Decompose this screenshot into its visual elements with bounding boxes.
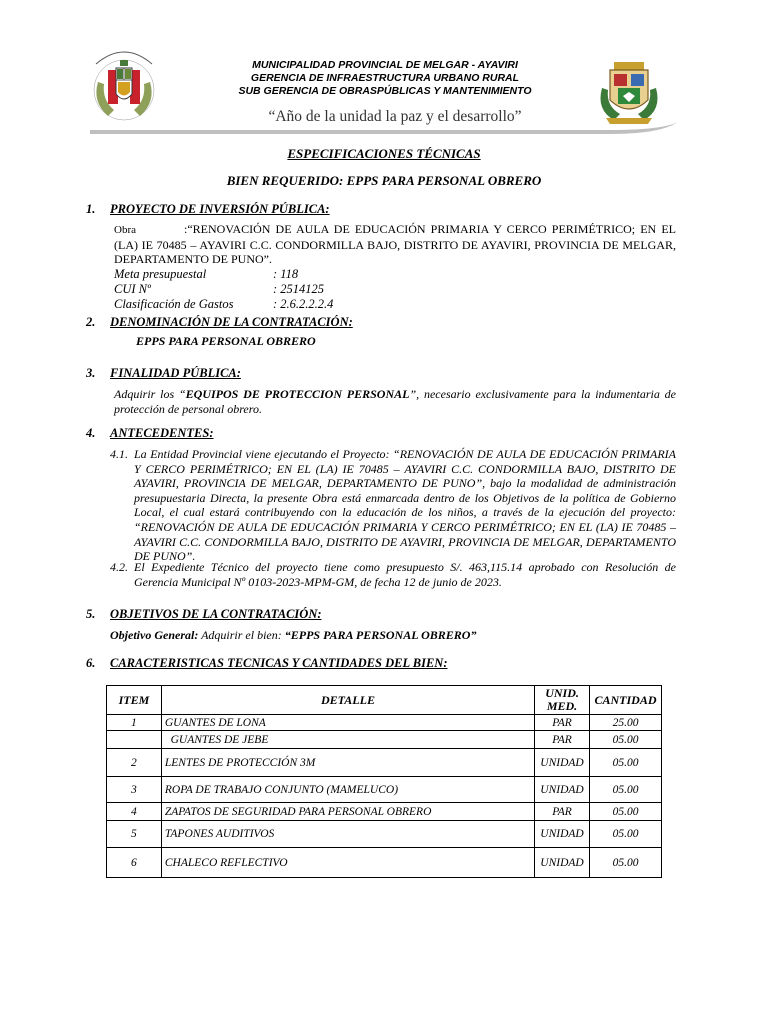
cell-item: 3 xyxy=(107,777,162,803)
finalidad-pre: Adquirir los “ xyxy=(114,387,186,401)
cell-item xyxy=(107,731,162,749)
denominacion-value: EPPS PARA PERSONAL OBRERO xyxy=(136,334,316,348)
meta-value: : 118 xyxy=(273,267,299,281)
section-2-label: DENOMINACIÓN DE LA CONTRATACIÓN: xyxy=(110,315,353,329)
org-name-line3: SUB GERENCIA DE OBRASPÚBLICAS Y MANTENIMIENTO xyxy=(238,85,532,97)
table-row xyxy=(107,803,662,821)
cell-unid-med: UNIDAD xyxy=(535,821,590,848)
clasificacion-row xyxy=(114,297,333,313)
cell-cantidad: 05.00 xyxy=(590,821,662,848)
header-cantidad: CANTIDAD xyxy=(590,686,662,715)
header-detalle: DETALLE xyxy=(161,686,534,715)
org-name-line2: GERENCIA DE INFRAESTRUCTURA URBANO RURAL xyxy=(250,72,520,84)
antecedente-4-2-number: 4.2. xyxy=(110,560,128,574)
table-row xyxy=(107,749,662,777)
section-6-label: CARACTERISTICAS TECNICAS Y CANTIDADES DEL BIEN: xyxy=(110,656,448,670)
header-unid-med: UNID. MED. xyxy=(535,686,590,715)
objetivo-general-bold: “EPPS PARA PERSONAL OBRERO” xyxy=(284,628,477,642)
section-3-number: 3. xyxy=(86,366,96,380)
cell-detalle: LENTES DE PROTECCIÓN 3M xyxy=(161,749,534,777)
year-motto: “Año de la unidad la paz y el desarrollo” xyxy=(268,108,522,125)
section-6-heading xyxy=(86,656,448,671)
clasificacion-label: Clasificación de Gastos xyxy=(114,297,234,311)
section-4-number: 4. xyxy=(86,426,96,440)
section-4-heading xyxy=(86,426,214,441)
cell-unid-med: PAR xyxy=(535,715,590,731)
header-item: ITEM xyxy=(107,686,162,715)
meta-presupuestal-row xyxy=(114,267,298,283)
cell-unid-med: PAR xyxy=(535,731,590,749)
cell-cantidad: 05.00 xyxy=(590,777,662,803)
cell-cantidad: 05.00 xyxy=(590,848,662,878)
section-5-number: 5. xyxy=(86,607,96,621)
items-table xyxy=(106,685,662,878)
section-2-heading xyxy=(86,315,353,330)
table-row xyxy=(107,715,662,731)
org-name-line1: MUNICIPALIDAD PROVINCIAL DE MELGAR - AYAVIRI xyxy=(252,59,518,71)
meta-label: Meta presupuestal xyxy=(114,267,207,281)
finalidad-paragraph xyxy=(114,387,676,416)
cell-cantidad: 05.00 xyxy=(590,731,662,749)
section-3-heading xyxy=(86,366,241,381)
document-subtitle: BIEN REQUERIDO: EPPS PARA PERSONAL OBRERO xyxy=(226,173,542,188)
antecedente-4-2-text: El Expediente Técnico del proyecto tiene como presupuesto S/. 463,115.14 aprobado con Resolución de Gerencia Municipal Nº 0103-2023-MPM-GM, de fecha 12 de junio de 2023. xyxy=(134,560,676,589)
cell-unid-med: UNIDAD xyxy=(535,749,590,777)
obra-text: :“RENOVACIÓN DE AULA DE EDUCACIÓN PRIMARIA Y CERCO PERIMÉTRICO; EN EL (LA) IE 70485 – AYAVIRI C.C. CONDORMILLA BAJO, DISTRITO DE AYAVIRI, PROVINCIA DE MELGAR, DEPARTAMENTO DE PUNO”. xyxy=(114,222,676,267)
section-3-label: FINALIDAD PÚBLICA: xyxy=(110,366,241,380)
cell-item: 6 xyxy=(107,848,162,878)
table-row xyxy=(107,731,662,749)
section-1-number: 1. xyxy=(86,202,96,216)
document-title: ESPECIFICACIONES TÉCNICAS xyxy=(287,146,481,161)
finalidad-post: ”, necesario exclusivamente para la indumentaria de protección de personal obrero. xyxy=(114,387,677,416)
antecedente-4-1-number: 4.1. xyxy=(110,447,128,461)
cell-cantidad: 05.00 xyxy=(590,803,662,821)
section-1-label: PROYECTO DE INVERSIÓN PÚBLICA: xyxy=(110,202,330,216)
cui-value: : 2514125 xyxy=(273,282,325,296)
objetivo-general-label: Objetivo General: xyxy=(110,628,199,642)
section-1-heading xyxy=(86,202,330,217)
section-6-number: 6. xyxy=(86,656,96,670)
cell-cantidad: 25.00 xyxy=(590,715,662,731)
table-header-row xyxy=(107,686,662,715)
section-5-heading xyxy=(86,607,322,622)
objetivo-general xyxy=(110,628,476,643)
peru-coat-of-arms-logo xyxy=(88,42,160,130)
table-row xyxy=(107,777,662,803)
section-2-number: 2. xyxy=(86,315,96,329)
objetivo-general-text: Adquirir el bien: xyxy=(198,628,285,642)
cell-detalle: TAPONES AUDITIVOS xyxy=(161,821,534,848)
cell-unid-med: UNIDAD xyxy=(535,848,590,878)
melgar-municipal-crest-logo xyxy=(596,54,662,126)
cell-cantidad: 05.00 xyxy=(590,749,662,777)
cell-item: 2 xyxy=(107,749,162,777)
section-5-label: OBJETIVOS DE LA CONTRATACIÓN: xyxy=(110,607,322,621)
clasificacion-value: : 2.6.2.2.2.4 xyxy=(273,297,334,311)
antecedente-4-1-text: La Entidad Provincial viene ejecutando el Proyecto: “RENOVACIÓN DE AULA DE EDUCACIÓN PRIMARIA Y CERCO PERIMÉTRICO; EN EL (LA) IE 70485 – AYAVIRI C.C. CONDORMILLA BAJO, DISTRITO DE AYAVIRI, PROVINCIA DE MELGAR, DEPARTAMENTO DE PUNO”, bajo la modalidad de administración presupuestaria Directa, la presente Obra está enmarcada dentro de los Objetivos de la política de Gobierno Local, el cual estará contribuyendo con la educación de los niños, a través de la ejecución del proyecto: “RENOVACIÓN DE AULA DE EDUCACIÓN PRIMARIA Y CERCO PERIMÉTRICO; EN EL (LA) IE 70485 – AYAVIRI C.C. CONDORMILLA BAJO, DISTRITO DE AYAVIRI, PROVINCIA DE MELGAR, DEPARTAMENTO DE PUNO”. xyxy=(134,447,676,564)
finalidad-bold: EQUIPOS DE PROTECCION PERSONAL xyxy=(185,387,410,401)
cell-unid-med: UNIDAD xyxy=(535,777,590,803)
obra-paragraph xyxy=(114,222,676,267)
cell-item: 5 xyxy=(107,821,162,848)
cell-detalle: ROPA DE TRABAJO CONJUNTO (MAMELUCO) xyxy=(161,777,534,803)
cell-detalle: CHALECO REFLECTIVO xyxy=(161,848,534,878)
cell-detalle: ZAPATOS DE SEGURIDAD PARA PERSONAL OBRERO xyxy=(161,803,534,821)
cell-detalle: GUANTES DE JEBE xyxy=(161,731,534,749)
cell-unid-med: PAR xyxy=(535,803,590,821)
cell-detalle: GUANTES DE LONA xyxy=(161,715,534,731)
cell-item: 1 xyxy=(107,715,162,731)
table-row xyxy=(107,821,662,848)
cui-row xyxy=(114,282,324,298)
obra-label: Obra xyxy=(114,224,136,236)
cui-label: CUI Nº xyxy=(114,282,151,296)
table-row xyxy=(107,848,662,878)
section-4-label: ANTECEDENTES: xyxy=(110,426,214,440)
cell-item: 4 xyxy=(107,803,162,821)
